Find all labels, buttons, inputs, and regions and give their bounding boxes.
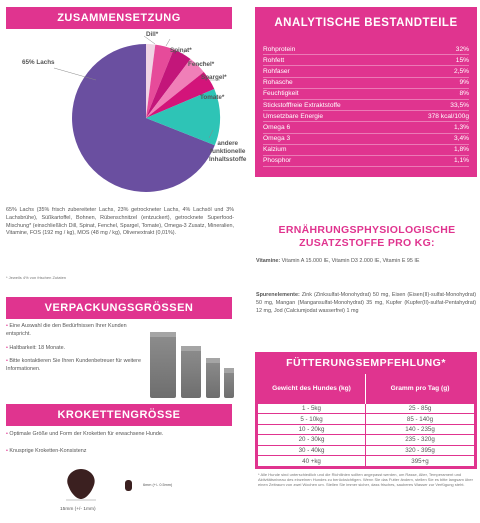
table-row <box>263 100 469 111</box>
analytic-table <box>255 39 477 177</box>
composition-note: * Jeweils 4% von frischen Zutaten <box>6 275 67 280</box>
table-row <box>258 414 474 424</box>
packaging-bags-image <box>150 328 235 398</box>
list-item: • Haltbarkeit: 18 Monate. <box>6 344 66 351</box>
list-item: • Knusprige Kroketten-Konsistenz <box>6 447 87 454</box>
trace-elements-value: Zink (Zinksulfat-Monohydrat) 50 mg, Eisen (Eisen(II)-sulfat-Monohydrat) 50 mg, Mangan (Mangansulfat-Monohydrat) 35 mg, Kupfer (Kupfer(II)-sulfat-Pentahydrat) 12 mg, Jod (Calciumjodat wasserfrei) 1 mg <box>256 292 476 314</box>
composition-text: 65% Lachs (35% frisch zubereiteter Lachs, 23% getrockneter Lachs, 4% Lachsöl und 3% Lachsbrühe), Süßkartoffel, Bohnen, Rübenschnitzel (entzuckert), getrocknete Superfood-Mischung* (einschließlich Dill, Spinat, Fenchel, Spargel, Tomate), Omega-3 Zusatz, Mineralien, Vitamine, FOS (192 mg / kg), MOS (48 mg / kg), Olivenextrakt (0,01%). <box>6 207 234 237</box>
packaging-title: VERPACKUNGSGRÖSSEN <box>44 302 194 314</box>
pie-label-andere-line3: Inhaltsstoffe <box>209 156 247 164</box>
kibble-small-image <box>125 480 132 491</box>
pie-label-tomate: Tomate* <box>200 94 225 101</box>
packaging-item-2: Haltbarkeit: 18 Monate. <box>9 344 66 351</box>
pie-label-lachs: 65% Lachs <box>22 59 55 66</box>
feeding-weight: 1 - 5kg <box>258 404 366 414</box>
analytic-value: 378 kcal/100g <box>427 112 469 120</box>
analytic-value: 1,8% <box>453 146 469 154</box>
kibble-item-1: Optimale Größe und Form der Kroketten für erwachsene Hunde. <box>9 431 164 437</box>
vitamins-label: Vitamine: <box>256 258 281 264</box>
analytic-value: 1,3% <box>453 123 469 131</box>
analytic-name: Omega 3 <box>263 135 291 143</box>
analytic-value: 3,4% <box>453 135 469 143</box>
feeding-weight: 20 - 30kg <box>258 435 366 445</box>
table-row <box>263 122 469 133</box>
feeding-weight: 10 - 20kg <box>258 425 366 435</box>
list-item: • Eine Auswahl die den Bedürfnissen Ihrer Kunden entspricht. <box>6 323 127 337</box>
table-row <box>258 435 474 445</box>
analytic-value: 15% <box>455 56 469 64</box>
feeding-gram: 85 - 140g <box>366 414 474 424</box>
table-row <box>258 446 474 456</box>
kibble-image <box>64 467 98 501</box>
analytic-name: Umsetzbare Energie <box>263 112 324 120</box>
composition-pie-chart <box>6 30 247 200</box>
feeding-banner <box>255 352 477 374</box>
table-row <box>263 111 469 122</box>
kibble-banner <box>6 404 232 426</box>
packaging-item-3: Bitte kontaktieren Sie Ihren Kundenbetreuer für weitere Informationen. <box>6 358 141 373</box>
packaging-banner <box>6 297 232 319</box>
bag-medium <box>181 346 201 398</box>
kibble-title: KROKETTENGRÖSSE <box>57 409 181 421</box>
feeding-gram: 395+g <box>411 457 429 465</box>
pie-label-fenchel: Fenchel* <box>188 61 215 68</box>
feeding-gram: 25 - 85g <box>366 404 474 414</box>
feeding-weight: 5 - 10kg <box>258 414 366 424</box>
table-row <box>258 404 474 414</box>
table-row <box>263 145 469 156</box>
pie-label-spinat: Spinat* <box>170 47 192 54</box>
table-row <box>263 66 469 77</box>
list-item: • Optimale Größe und Form der Kroketten für erwachsene Hunde. <box>6 431 164 437</box>
pie-svg <box>6 30 239 200</box>
feeding-gram: 235 - 320g <box>366 435 474 445</box>
feeding-note: * Alle Hunde sind unterschiedlich und die Richtlinien sollten angepasst werden, um Rasse, Alter, Temperament und Aktivitätsniveau des einzelnen Hundes zu berücksichtigen. Wenn Sie das Futter ändern, stellen Sie es bitte langsam über einen Zeitraum von zwei Wochen um. Stellen Sie immer sicher, dass frisches, sauberes Wasser zur Verfügung steht. <box>258 472 473 488</box>
table-row <box>263 134 469 145</box>
table-row <box>263 55 469 66</box>
pie-label-spargel: Spargel* <box>201 74 227 81</box>
analytic-value: 32% <box>455 45 469 53</box>
analytic-name: Omega 6 <box>263 123 291 131</box>
analytic-name: Feuchtigkeit <box>263 90 299 98</box>
feeding-weight: 40 +kg <box>258 456 366 466</box>
vitamins-value: Vitamin A 15.000 IE, Vitamin D3 2.000 IE, Vitamin E 95 IE <box>281 258 420 264</box>
feeding-gram: 320 - 395g <box>366 446 474 456</box>
vitamins-text <box>256 258 476 266</box>
pie-label-dill: Dill* <box>146 31 159 38</box>
analytic-name: Rohfaser <box>263 67 290 75</box>
table-row <box>263 78 469 89</box>
packaging-item-1: Eine Auswahl die den Bedürfnissen Ihrer Kunden entspricht. <box>6 323 127 337</box>
feeding-col-gram: Gramm pro Tag (g) <box>366 374 474 404</box>
feeding-table-header <box>258 374 474 404</box>
packaging-list <box>6 323 146 380</box>
feeding-title: FÜTTERUNGSEMPFEHLUNG* <box>286 357 446 369</box>
bag-large <box>150 332 176 398</box>
analytic-name: Rohasche <box>263 79 293 87</box>
analytic-value: 2,5% <box>453 67 469 75</box>
feeding-gram: 140 - 235g <box>366 425 474 435</box>
analytic-value: 8% <box>459 90 469 98</box>
additives-title <box>262 224 472 250</box>
bag-small <box>206 358 220 398</box>
analytic-name: Rohfett <box>263 56 285 64</box>
additives-title-line2: ZUSATZSTOFFE PRO KG: <box>299 237 435 250</box>
bag-mini <box>224 368 234 398</box>
trace-elements-text <box>256 292 476 315</box>
composition-banner <box>6 7 232 29</box>
composition-title: ZUSAMMENSETZUNG <box>57 12 181 24</box>
trace-elements-label: Spurenelemente: <box>256 292 300 298</box>
feeding-weight: 30 - 40kg <box>258 446 366 456</box>
kibble-list <box>6 431 234 465</box>
pie-label-andere-line2: funktionelle <box>210 148 246 156</box>
feeding-table <box>255 374 477 469</box>
table-row <box>263 89 469 100</box>
pie-label-andere <box>209 140 246 165</box>
feeding-col-weight: Gewicht des Hundes (kg) <box>258 374 366 404</box>
table-row <box>263 44 469 55</box>
analytic-value: 33,5% <box>450 101 469 109</box>
kibble-small-size-label: 6mm (+/- 0.5mm) <box>143 483 173 487</box>
analytic-value: 1,1% <box>453 157 469 165</box>
kibble-size-label: 15mm (+/- 1mm) <box>60 507 96 512</box>
table-row <box>263 156 469 167</box>
analytic-name: Phosphor <box>263 157 292 165</box>
list-item: • Bitte kontaktieren Sie Ihren Kundenbetreuer für weitere Informationen. <box>6 358 141 373</box>
additives-title-line1: ERNÄHRUNGSPHYSIOLOGISCHE <box>278 224 456 236</box>
analytic-name: Stickstofffreie Extraktstoffe <box>263 101 341 109</box>
analytic-value: 9% <box>459 79 469 87</box>
pie-label-andere-line1: andere <box>217 140 239 147</box>
analytic-name: Kalzium <box>263 146 287 154</box>
table-row <box>258 456 474 466</box>
analytic-title: ANALYTISCHE BESTANDTEILE <box>274 17 458 29</box>
analytic-name: Rohprotein <box>263 45 296 53</box>
kibble-item-2: Knusprige Kroketten-Konsistenz <box>9 447 87 454</box>
analytic-banner <box>255 7 477 39</box>
table-row <box>258 425 474 435</box>
